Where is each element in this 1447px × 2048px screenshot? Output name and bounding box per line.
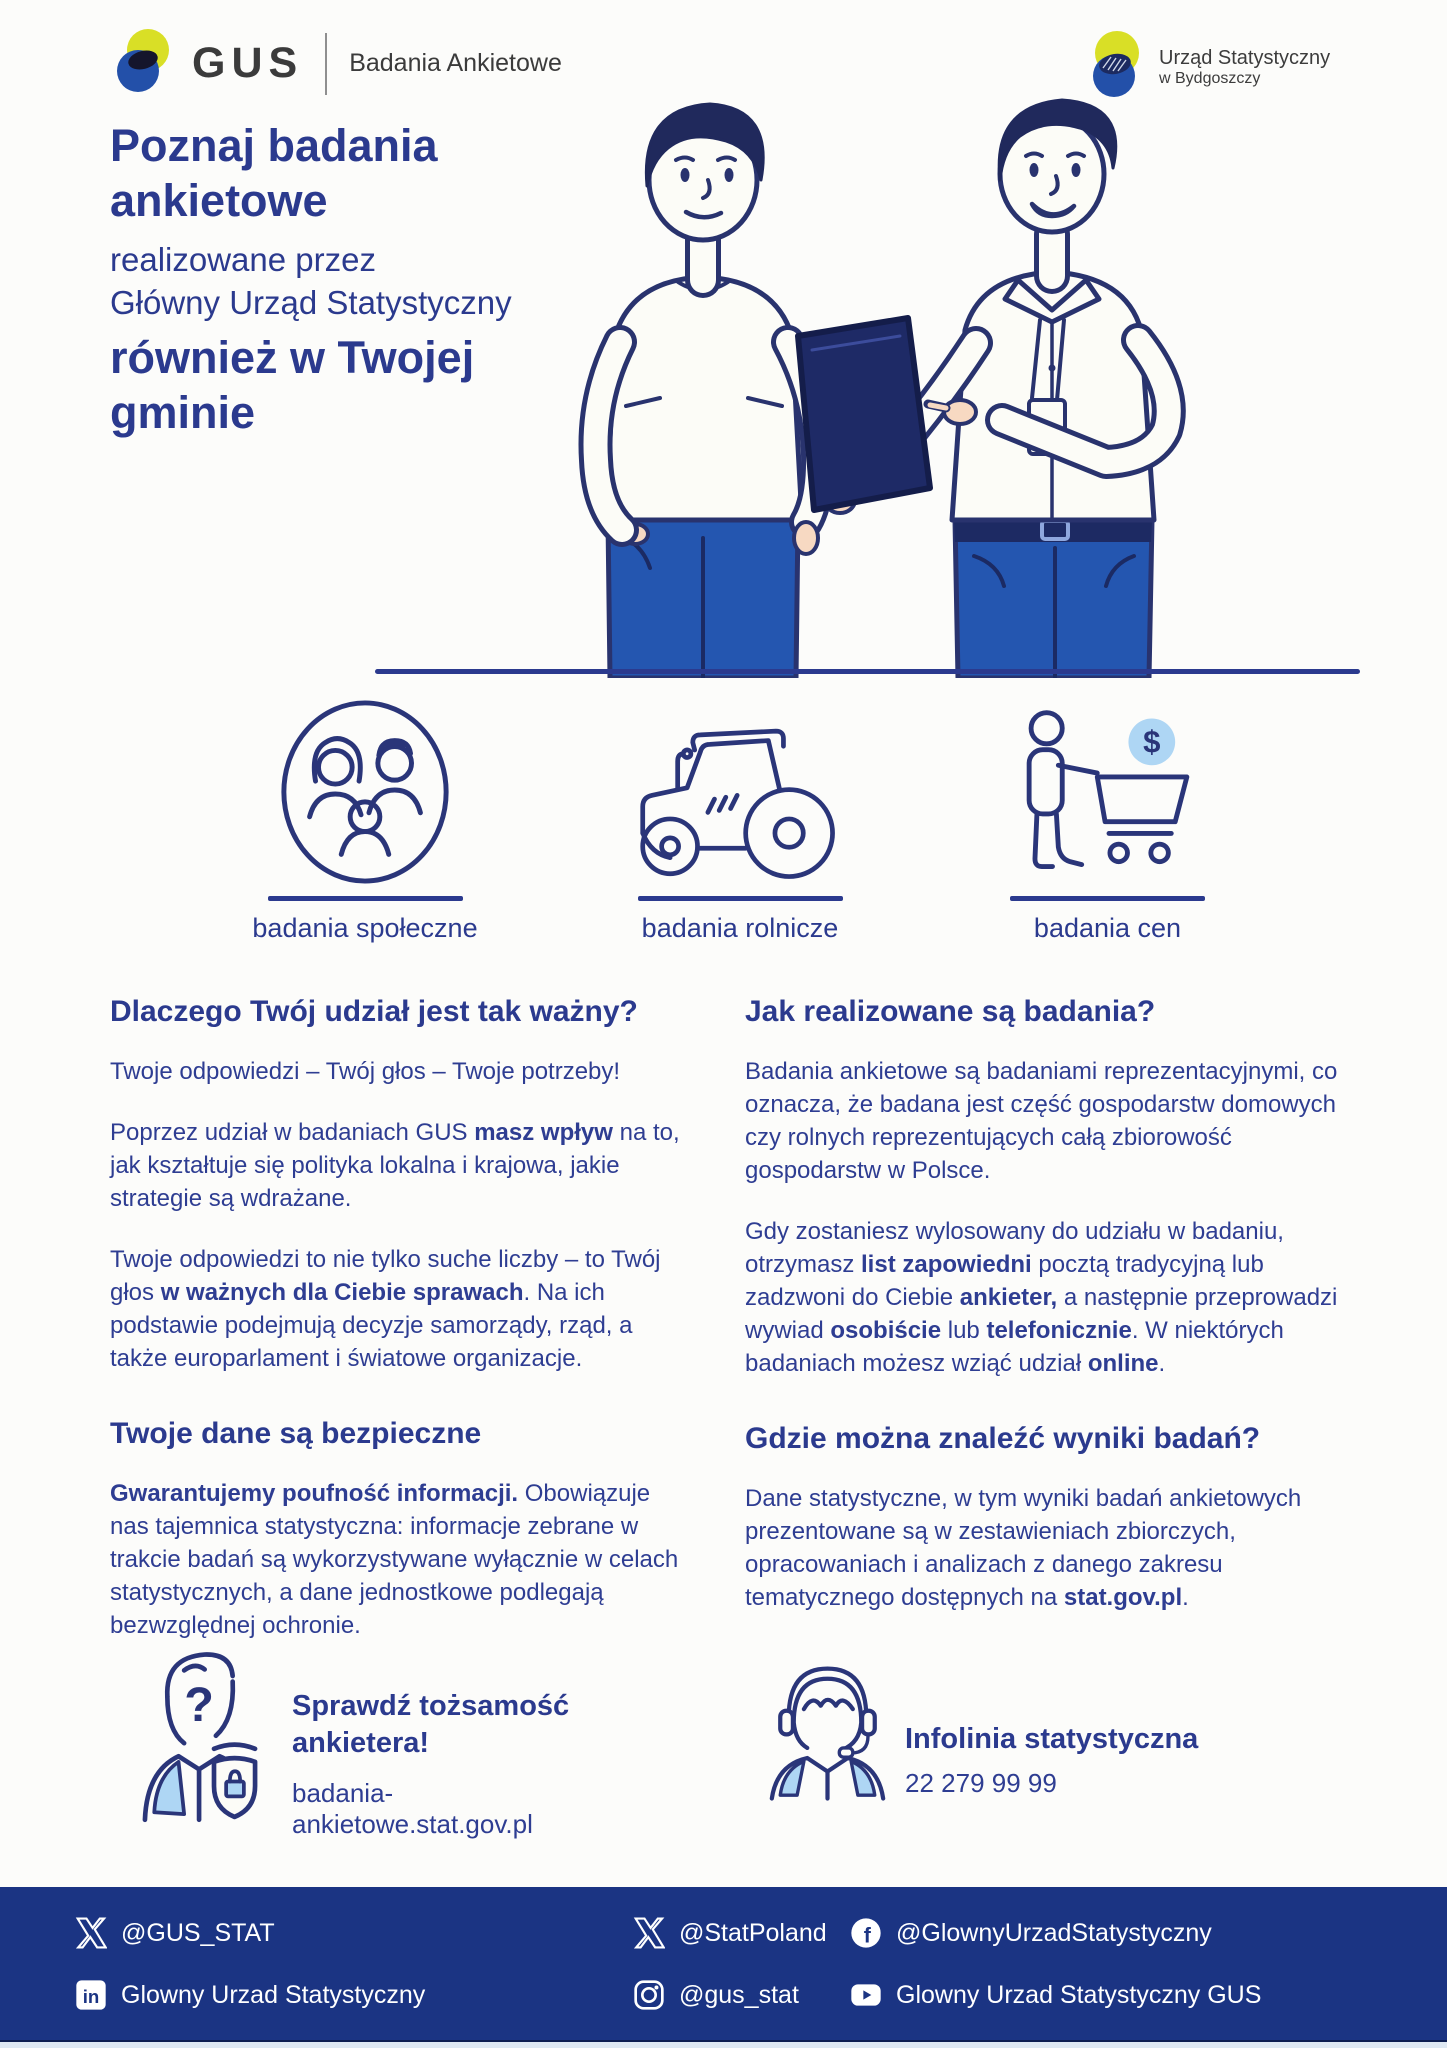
safe-heading: Twoje dane są bezpieczne [110,1417,482,1450]
how-heading: Jak realizowane są badania? [745,995,1156,1028]
page-title [110,118,512,440]
gus-logo-text: GUS [192,39,304,87]
tractor-icon [560,698,920,886]
social-instagram [633,1979,799,2011]
header-divider [325,33,327,95]
results-heading: Gdzie można znaleźć wyniki badań? [745,1422,1261,1455]
subtitle-line: realizowane przez [110,241,376,278]
social-handle: @GUS_STAT [121,1918,275,1947]
title-line: Poznaj badania [110,120,438,171]
survey-type-label: badania cen [1033,913,1182,943]
verify-identity-block [292,1688,592,1840]
program-name: Badania Ankietowe [349,49,562,77]
results-paragraph: Dane statystyczne, w tym wyniki badań ankietowych prezentowane są w zestawieniach zbiorczych, opracowaniach i analizach z danego zakresu tematycznego dostępnych na stat.gov.pl. [745,1485,1302,1611]
title-line: gminie [110,387,256,438]
social-youtube [850,1979,1261,2011]
verify-heading: Sprawdź tożsamość ankietera! [292,1690,570,1759]
survey-type-label: badania rolnicze [641,913,839,943]
why-paragraph-1: Twoje odpowiedzi – Twój głos – Twoje potrzeby! [110,1058,621,1085]
gus-logo-icon [112,26,176,101]
social-handle: @StatPoland [679,1918,827,1947]
two-men-tablet-illustration [540,68,1340,678]
social-handle: Glowny Urzad Statystyczny GUS [896,1980,1262,2009]
hotline-phone: 22 279 99 99 [905,1768,1057,1798]
hotline-heading: Infolinia statystyczna [905,1723,1199,1755]
footer-social-bar [0,1887,1447,2040]
social-x-gus [75,1917,275,1949]
how-paragraph-2: Gdy zostaniesz wylosowany do udziału w badaniu, otrzymasz list zapowiedni pocztą tradycyjną lub zadzwoni do Ciebie ankieter, a następnie przeprowadzi wywiad osobiście lub telefonicznie. W niektórych badaniach możesz wziąć udział online. [745,1218,1338,1377]
how-paragraph-1: Badania ankietowe są badaniami reprezentacyjnymi, co oznacza, że badana jest część gospodarstw domowych czy rolnych reprezentujących całą zbiorowość gospodarstw w Polsce. [745,1058,1338,1184]
question-glyph: ? [184,1677,214,1732]
column-right [745,995,1367,1642]
instagram-icon [633,1979,665,2011]
x-icon [75,1917,107,1949]
social-handle: @GlownyUrzadStatystyczny [896,1918,1212,1947]
column-left [110,995,688,1670]
facebook-icon [850,1917,882,1949]
title-line: również w Twojej [110,332,475,383]
linkedin-glyph: in [82,1986,100,2007]
shopping-cart-icon [935,698,1280,886]
facebook-glyph: f [863,1923,871,1948]
why-paragraph-2: Poprzez udział w badaniach GUS masz wpływ na to, jak kształtuje się polityka lokalna i krajowa, jakie strategie są wdrażane. [110,1119,680,1212]
survey-type-social [195,698,535,944]
why-paragraph-3: Twoje odpowiedzi to nie tylko suche liczby – to Twój głos w ważnych dla Ciebie sprawach. Na ich podstawie podejmują decyzje samorządy, rząd, a także europarlament i światowe organizacje. [110,1246,661,1372]
title-line: ankietowe [110,175,328,226]
x-icon [633,1917,665,1949]
subtitle-line: Główny Urząd Statystyczny [110,284,512,321]
dollar-glyph: $ [1142,724,1160,760]
label-rule [268,896,463,901]
gus-logo [112,26,562,101]
survey-type-label: badania społeczne [252,913,478,943]
social-facebook [850,1917,1212,1949]
why-heading: Dlaczego Twój udział jest tak ważny? [110,995,638,1028]
verify-url: badania-ankietowe.stat.gov.pl [292,1778,533,1839]
social-handle: Glowny Urzad Statystyczny [121,1980,426,2009]
survey-type-agricultural [560,698,920,944]
social-linkedin [75,1979,425,2011]
hotline-headset-icon [760,1646,895,1816]
interviewer-identity-icon [130,1636,270,1833]
social-x-statpoland [633,1917,827,1949]
contact-row [0,1628,1447,1878]
hotline-block [905,1723,1198,1799]
social-handle: @gus_stat [679,1980,799,2009]
page-bottom-edge [0,2040,1447,2048]
office-name: Urząd Statystyczny w Bydgoszczy [1159,47,1331,87]
label-rule [638,896,843,901]
section-divider-line [375,669,1360,674]
family-icon [195,698,535,886]
label-rule [1010,896,1205,901]
linkedin-icon [75,1979,107,2011]
safe-paragraph: Gwarantujemy poufność informacji. Obowiązuje nas tajemnica statystyczna: informacje zebrane w trakcie badań są wykorzystywane wyłącznie w celach statystycznych, a dane jednostkowe podlegają bezwzględnej ochronie. [110,1480,679,1639]
survey-type-prices [935,698,1280,944]
youtube-icon [850,1979,882,2011]
